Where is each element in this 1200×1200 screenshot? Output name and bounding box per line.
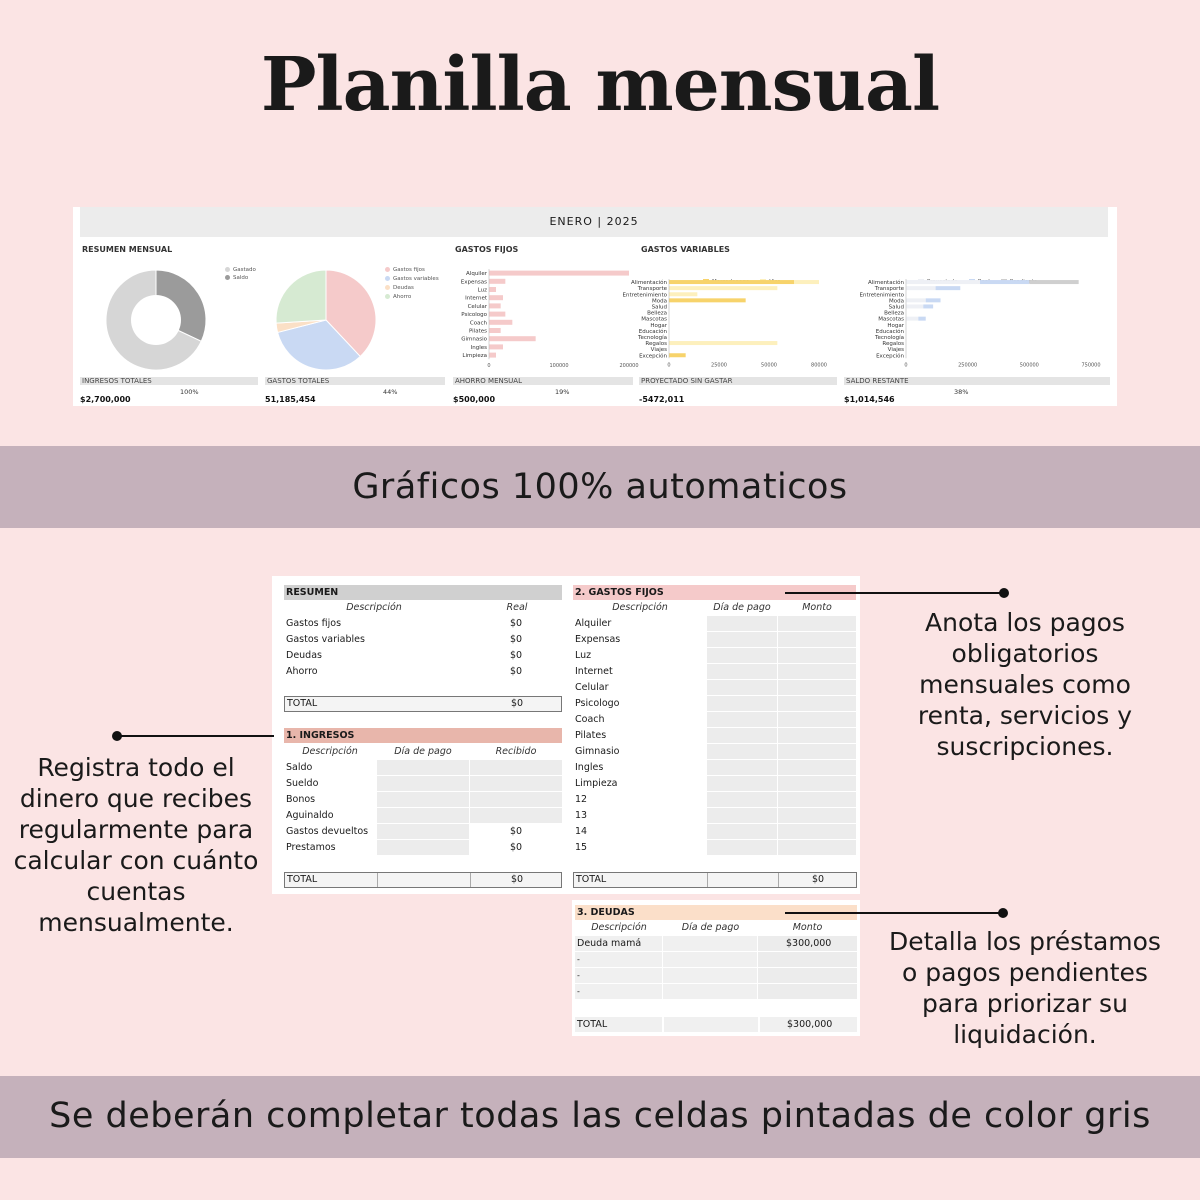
kpi-proyectado (639, 377, 837, 404)
resumen-col-descripcion: Descripción (346, 602, 402, 613)
fijos-row-label: Pilates (575, 730, 607, 741)
variables-tick: 50000 (761, 362, 777, 369)
fijos-cat-label: Expensas (460, 279, 487, 286)
ingresos-total-row (284, 872, 562, 888)
ingresos-col-dia: Día de pago (394, 746, 452, 757)
fijos-monto-cell[interactable] (778, 728, 856, 743)
fijos-monto-cell[interactable] (778, 840, 856, 855)
deudas-header: 3. DEUDAS (575, 905, 857, 920)
legend-saldo: Saldo (233, 275, 249, 281)
kpi-value: $500,000 (453, 395, 496, 404)
variables-bar (669, 298, 746, 302)
kpi-label: AHORRO MENSUAL (453, 377, 633, 385)
variables-bar (669, 341, 777, 345)
fijos-bar (489, 279, 505, 284)
fijos-bar (489, 344, 503, 349)
resumen-total-row (284, 696, 562, 712)
fijos-monto-cell[interactable] (778, 776, 856, 791)
ingresos-row-label: Bonos (286, 794, 316, 805)
variables-tick: 80000 (811, 362, 827, 369)
fijos-bar (489, 271, 629, 276)
sheet-gastos-fijos (570, 576, 860, 894)
resumen-header: RESUMEN (284, 585, 562, 600)
fijos-row-label: Luz (575, 650, 592, 661)
donut-hole (131, 295, 181, 345)
fijos-row-label: 15 (575, 842, 588, 853)
sheet-resumen-ingresos (272, 576, 570, 894)
kpi-saldo (844, 377, 1110, 404)
fijos-cat-label: Limpieza (462, 353, 487, 360)
fijos-bar (489, 312, 505, 317)
fijos-row-label: Psicologo (575, 698, 620, 709)
fijos-tick: 100000 (549, 363, 569, 370)
projected-cat-label: Viajes (887, 347, 904, 354)
deudas-monto-cell[interactable] (758, 968, 857, 983)
variables-cat-label: Entretenimiento (622, 292, 667, 299)
projected-bar (923, 304, 933, 308)
variables-bar (669, 280, 794, 284)
projected-cat-label: Moda (889, 298, 904, 305)
caption-fijos: Anota los pagos obligatorios mensuales como renta, servicios y suscripciones. (917, 608, 1133, 761)
projected-cat-label: Educación (875, 328, 904, 335)
ingresos-dia-cell[interactable] (377, 776, 469, 791)
total-value: $0 (511, 874, 524, 885)
ingresos-dia-cell[interactable] (377, 760, 469, 775)
projected-cat-label: Belleza (884, 310, 904, 317)
callout-line-fijos (785, 592, 1005, 594)
fijos-row-label: Celular (575, 682, 609, 693)
deudas-total-row (575, 1017, 857, 1032)
deudas-row-label: Deuda mamá (577, 938, 642, 949)
variables-tick: 0 (667, 362, 671, 369)
ingresos-row-label: Gastos devueltos (286, 826, 369, 837)
fijos-row-label: Ingles (575, 762, 604, 773)
resumen-mensual-title: RESUMEN MENSUAL (82, 245, 173, 254)
variables-cat-label: Tecnología (638, 334, 667, 341)
ingresos-row-label: Saldo (286, 762, 313, 773)
ingresos-dia-cell[interactable] (377, 792, 469, 807)
legend-swatch (225, 275, 230, 280)
kpi-value: -5472,011 (639, 395, 685, 404)
projected-tick: 750000 (1081, 362, 1101, 369)
fijos-header: 2. GASTOS FIJOS (573, 585, 856, 600)
kpi-label: INGRESOS TOTALES (80, 377, 258, 385)
total-value: $300,000 (787, 1019, 833, 1030)
fijos-dia-cell[interactable] (707, 680, 777, 695)
variables-cat-label: Hogar (650, 322, 667, 329)
pie-slice-3 (276, 270, 326, 323)
fijos-monto-cell[interactable] (778, 744, 856, 759)
fijos-monto-cell[interactable] (778, 648, 856, 663)
kpi-pct: 100% (180, 388, 199, 396)
resumen-col-real: Real (506, 602, 528, 613)
projected-cat-label: Alimentación (868, 280, 904, 287)
variables-bar (669, 286, 777, 290)
projected-tick: 500000 (1019, 362, 1039, 369)
kpi-label: PROYECTADO SIN GASTAR (639, 377, 837, 385)
callout-dot-deudas (998, 908, 1008, 918)
sheet-deudas (572, 900, 860, 1036)
fijos-cat-label: Pilates (468, 328, 487, 335)
fijos-monto-cell[interactable] (778, 632, 856, 647)
projected-bar (906, 286, 936, 290)
resumen-row-value: $0 (510, 618, 523, 629)
kpi-ingresos (80, 377, 258, 404)
fijos-bar (489, 353, 496, 358)
projected-bar (936, 286, 961, 290)
fijos-dia-cell[interactable] (707, 760, 777, 775)
legend-gastos-fijos: Gastos fijos (393, 267, 425, 273)
band-graficos: Gráficos 100% automaticos (0, 446, 1200, 528)
gastos-fijos-chart-title: GASTOS FIJOS (455, 245, 519, 254)
fijos-monto-cell[interactable] (778, 680, 856, 695)
variables-bar (669, 353, 686, 357)
fijos-dia-cell[interactable] (707, 744, 777, 759)
ingresos-row-value: $0 (510, 842, 523, 853)
projected-bar (906, 304, 923, 308)
ingresos-dia-cell[interactable] (377, 808, 469, 823)
fijos-cat-label: Internet (465, 295, 487, 302)
variables-cat-label: Moda (652, 298, 667, 305)
legend-deudas: Deudas (393, 285, 414, 291)
resumen-row-value: $0 (510, 634, 523, 645)
fijos-row-label: Internet (575, 666, 613, 677)
deudas-dia-cell[interactable] (663, 952, 757, 967)
ingresos-row-label: Prestamos (286, 842, 336, 853)
fijos-bar (489, 303, 501, 308)
fijos-row-label: Gimnasio (575, 746, 620, 757)
kpi-value: $2,700,000 (80, 395, 131, 404)
fijos-monto-cell[interactable] (778, 664, 856, 679)
callout-dot-ingresos (112, 731, 122, 741)
fijos-bar (489, 336, 536, 341)
projected-bar (906, 280, 980, 284)
ingresos-row-label: Aguinaldo (286, 810, 334, 821)
page-title: Planilla mensual (260, 42, 940, 128)
deudas-col-descripcion: Descripción (591, 922, 647, 933)
ingresos-recibido-cell[interactable] (470, 792, 562, 807)
deudas-dia-cell[interactable] (663, 936, 757, 951)
fijos-bar (489, 287, 496, 292)
deudas-monto-cell[interactable] (758, 984, 857, 999)
variables-cat-label: Excepción (639, 353, 667, 360)
variables-cat-label: Mascotas (641, 316, 667, 323)
variables-bar (669, 292, 697, 296)
projected-bar (1029, 280, 1078, 284)
caption-ingresos: Registra todo el dinero que recibes regularmente para calcular con cuánto cuentas mensualmente. (13, 753, 259, 937)
projected-tick: 250000 (958, 362, 978, 369)
variables-cat-label: Transporte (637, 286, 667, 293)
fijos-dia-cell[interactable] (707, 824, 777, 839)
variables-tick: 25000 (711, 362, 727, 369)
projected-cat-label: Salud (888, 304, 904, 311)
total-value: $0 (812, 874, 825, 885)
variables-cat-label: Belleza (647, 310, 667, 317)
fijos-cat-label: Luz (477, 287, 487, 294)
resumen-row-label: Gastos variables (286, 634, 365, 645)
projected-cat-label: Entretenimiento (859, 292, 904, 299)
fijos-monto-cell[interactable] (778, 760, 856, 775)
ingresos-recibido-cell[interactable] (470, 808, 562, 823)
total-label: TOTAL (287, 698, 318, 709)
ingresos-dia-cell[interactable] (377, 840, 469, 855)
kpi-value: $1,014,546 (844, 395, 895, 404)
fijos-cat-label: Celular (467, 303, 487, 310)
ingresos-col-descripcion: Descripción (302, 746, 358, 757)
callout-line-deudas (785, 912, 1005, 914)
kpi-gastos (265, 377, 445, 404)
ingresos-recibido-cell[interactable] (470, 760, 562, 775)
fijos-monto-cell[interactable] (778, 696, 856, 711)
kpi-pct: 44% (383, 388, 398, 396)
fijos-dia-cell[interactable] (707, 808, 777, 823)
legend-gastos-variables: Gastos variables (393, 276, 439, 282)
total-label: TOTAL (576, 874, 607, 885)
fijos-bar (489, 328, 501, 333)
fijos-dia-cell[interactable] (707, 840, 777, 855)
fijos-tick: 0 (487, 363, 491, 370)
projected-cat-label: Transporte (874, 286, 904, 293)
fijos-total-row (573, 872, 857, 888)
ingresos-recibido-cell[interactable] (470, 776, 562, 791)
fijos-row-label: Expensas (575, 634, 621, 645)
projected-cat-label: Hogar (887, 322, 904, 329)
dashboard-header: ENERO | 2025 (80, 207, 1108, 237)
dashboard-screenshot (73, 207, 1117, 406)
fijos-row-label: 14 (575, 826, 588, 837)
fijos-cat-label: Alquiler (466, 271, 487, 278)
fijos-dia-cell[interactable] (707, 712, 777, 727)
projected-bar-chart (845, 277, 1101, 377)
fijos-monto-cell[interactable] (778, 616, 856, 631)
legend-ahorro: Ahorro (393, 294, 412, 300)
ingresos-row-value: $0 (510, 826, 523, 837)
fijos-dia-cell[interactable] (707, 728, 777, 743)
fijos-tick: 200000 (619, 363, 639, 370)
fijos-col-descripcion: Descripción (612, 602, 668, 613)
kpi-label: GASTOS TOTALES (265, 377, 445, 385)
variables-bar (794, 280, 819, 284)
total-value: $0 (511, 698, 524, 709)
fijos-monto-cell[interactable] (778, 712, 856, 727)
ingresos-col-recibido: Recibido (495, 746, 537, 757)
projected-bar (980, 280, 1029, 284)
callout-line-ingresos (118, 735, 274, 737)
projected-bar (906, 317, 918, 321)
fijos-dia-cell[interactable] (707, 632, 777, 647)
gastos-fijos-bar-chart (433, 267, 639, 377)
band-instrucciones: Se deberán completar todas las celdas pintadas de color gris (0, 1076, 1200, 1158)
deudas-row-label: - (577, 971, 580, 980)
legend-swatch (225, 267, 230, 272)
fijos-cat-label: Psicologo (461, 312, 487, 319)
fijos-dia-cell[interactable] (707, 776, 777, 791)
projected-cat-label: Regalos (882, 341, 904, 348)
fijos-monto-cell[interactable] (778, 792, 856, 807)
kpi-pct: 19% (555, 388, 570, 396)
projected-bar (918, 317, 925, 321)
deudas-row-value: $300,000 (786, 938, 832, 949)
pie-chart (273, 267, 379, 373)
fijos-monto-cell[interactable] (778, 808, 856, 823)
gastos-variables-bar-chart (623, 277, 838, 377)
legend-gastado: Gastado (233, 267, 256, 273)
projected-cat-label: Excepción (876, 353, 904, 360)
deudas-col-dia: Día de pago (681, 922, 740, 933)
caption-deudas: Detalla los préstamos o pagos pendientes para priorizar su liquidación. (889, 927, 1161, 1049)
fijos-col-dia: Día de pago (713, 602, 771, 613)
kpi-pct: 38% (954, 388, 969, 396)
variables-cat-label: Educación (638, 328, 667, 335)
resumen-row-value: $0 (510, 650, 523, 661)
fijos-dia-cell[interactable] (707, 664, 777, 679)
total-label: TOTAL (287, 874, 318, 885)
gastos-variables-chart-title: GASTOS VARIABLES (641, 245, 730, 254)
fijos-bar (489, 320, 512, 325)
deudas-col-monto: Monto (792, 922, 823, 933)
callout-dot-fijos (999, 588, 1009, 598)
kpi-value: 51,185,454 (265, 395, 316, 404)
projected-bar (926, 298, 941, 302)
resumen-row-label: Gastos fijos (286, 618, 342, 629)
resumen-row-label: Deudas (286, 650, 322, 661)
total-label: TOTAL (577, 1019, 608, 1030)
fijos-row-label: 13 (575, 810, 588, 821)
deudas-row-label: - (577, 987, 580, 996)
fijos-cat-label: Ingles (470, 344, 487, 351)
fijos-cat-label: Coach (469, 320, 487, 327)
variables-cat-label: Salud (651, 304, 667, 311)
fijos-row-label: Alquiler (575, 618, 612, 629)
fijos-dia-cell[interactable] (707, 792, 777, 807)
fijos-row-label: Limpieza (575, 778, 618, 789)
fijos-dia-cell[interactable] (707, 696, 777, 711)
resumen-row-label: Ahorro (286, 666, 318, 677)
fijos-dia-cell[interactable] (707, 616, 777, 631)
variables-cat-label: Regalos (645, 341, 667, 348)
kpi-ahorro (453, 377, 633, 404)
resumen-row-value: $0 (510, 666, 523, 677)
projected-cat-label: Tecnología (875, 334, 904, 341)
fijos-monto-cell[interactable] (778, 824, 856, 839)
fijos-dia-cell[interactable] (707, 648, 777, 663)
fijos-col-monto: Monto (802, 602, 832, 613)
deudas-monto-cell[interactable] (758, 952, 857, 967)
fijos-bar (489, 295, 503, 300)
variables-cat-label: Viajes (650, 347, 667, 354)
projected-tick: 0 (904, 362, 908, 369)
fijos-row-label: Coach (575, 714, 605, 725)
donut-chart (101, 265, 211, 375)
fijos-cat-label: Gimnasio (461, 336, 487, 343)
deudas-row-label: - (577, 955, 580, 964)
ingresos-header: 1. INGRESOS (284, 728, 562, 743)
projected-bar (906, 298, 926, 302)
deudas-dia-cell[interactable] (663, 968, 757, 983)
projected-cat-label: Mascotas (878, 316, 904, 323)
kpi-label: SALDO RESTANTE (844, 377, 1110, 385)
ingresos-dia-cell[interactable] (377, 824, 469, 839)
ingresos-row-label: Sueldo (286, 778, 319, 789)
fijos-row-label: 12 (575, 794, 588, 805)
deudas-dia-cell[interactable] (663, 984, 757, 999)
variables-cat-label: Alimentación (631, 280, 667, 287)
